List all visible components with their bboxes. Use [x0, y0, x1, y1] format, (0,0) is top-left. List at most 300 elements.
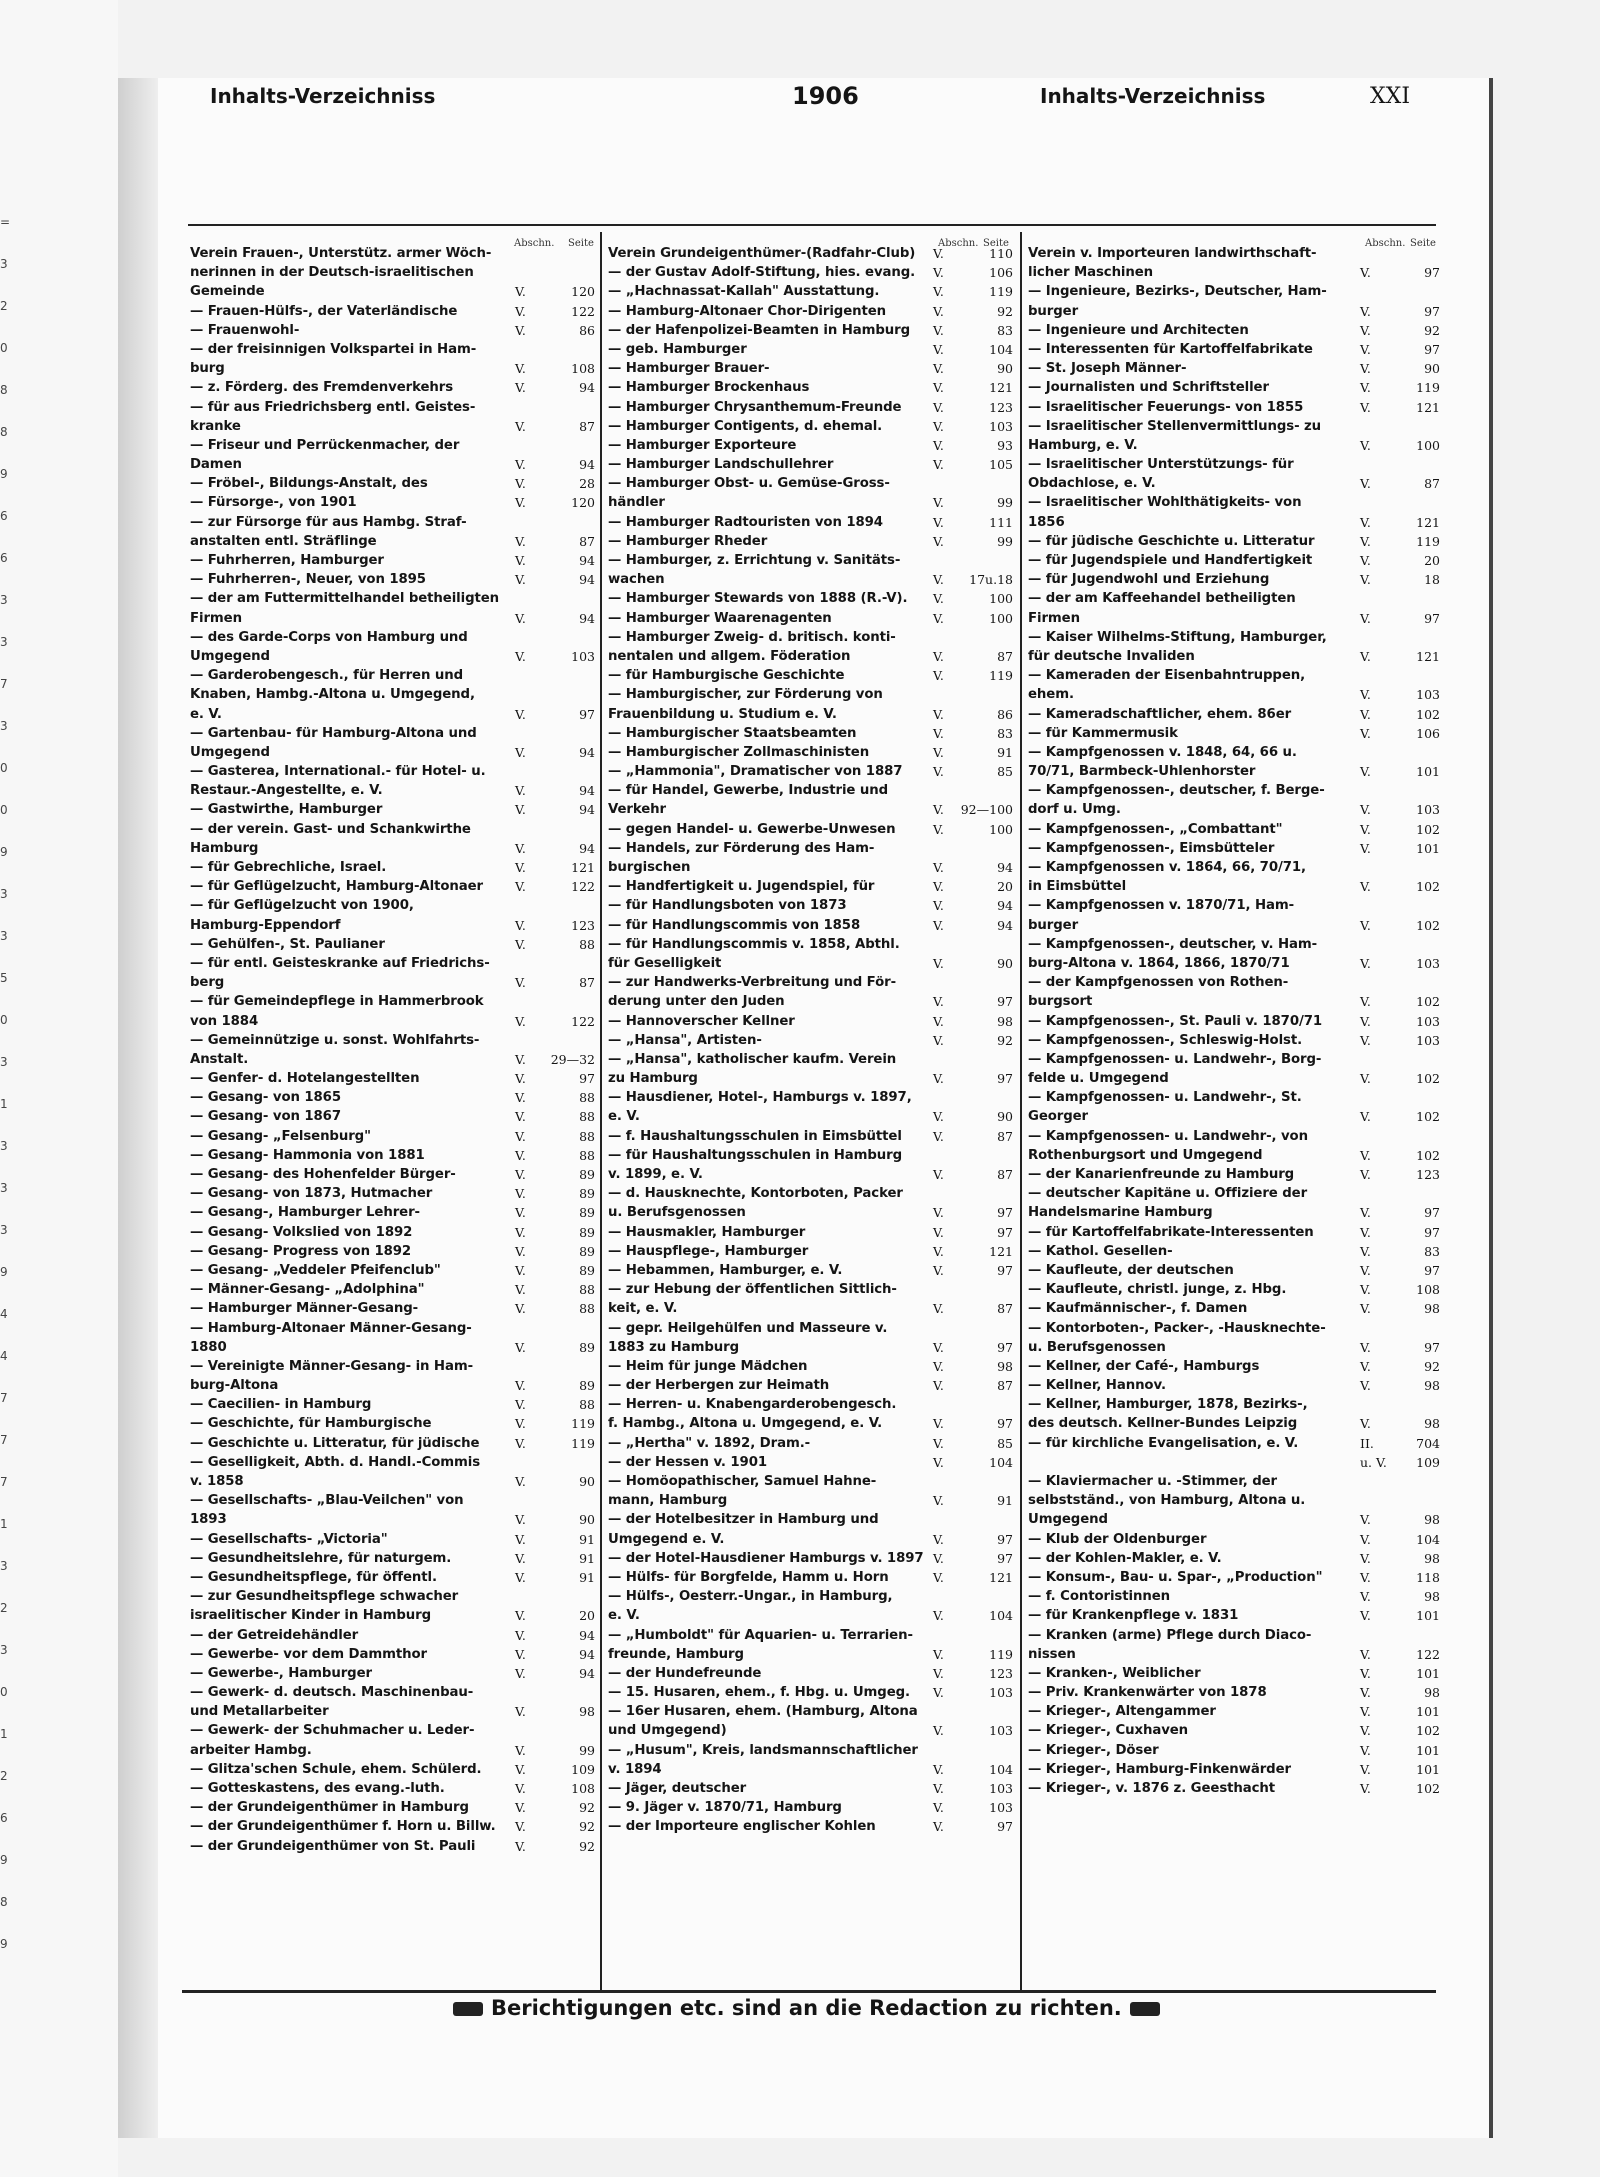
index-entry	[608, 1626, 1013, 1645]
index-entry	[608, 532, 1013, 551]
index-entry	[190, 724, 595, 743]
entry-title: und Umgegend)	[608, 1723, 727, 1739]
entry-page: 121	[1416, 399, 1440, 415]
entry-title: — für Handlungsboten von 1873	[608, 898, 847, 914]
index-entry	[190, 1434, 595, 1453]
index-entry	[1028, 705, 1440, 724]
index-entry	[190, 1357, 595, 1376]
entry-page: 102	[1416, 1109, 1440, 1125]
index-entry	[1028, 1069, 1440, 1088]
entry-title: — zur Handwerks-Verbreitung und För-	[608, 975, 897, 991]
entry-page: 103	[1416, 687, 1440, 703]
entry-section: V.	[933, 1493, 944, 1509]
index-entry	[190, 455, 595, 474]
entry-page: 97	[1424, 1262, 1440, 1278]
entry-title: Handelsmarine Hamburg	[1028, 1205, 1213, 1221]
index-entry	[1028, 474, 1440, 493]
entry-section: V.	[515, 1128, 526, 1144]
entry-page: 87	[997, 1128, 1013, 1144]
entry-title: — der freisinnigen Volkspartei in Ham-	[190, 341, 477, 357]
entry-title: — für aus Friedrichsberg entl. Geistes-	[190, 399, 476, 415]
entry-section: V.	[933, 572, 944, 588]
index-entry	[608, 1530, 1013, 1549]
entry-section: V.	[515, 1838, 526, 1854]
index-entry	[608, 800, 1013, 819]
entry-title: dorf u. Umg.	[1028, 802, 1121, 818]
entry-page: 103	[1416, 1032, 1440, 1048]
index-entry	[190, 1203, 595, 1222]
entry-title: — Krieger-, Döser	[1028, 1742, 1159, 1758]
entry-section: V.	[1360, 361, 1371, 377]
index-entry	[1028, 1012, 1440, 1031]
index-entry	[190, 1817, 595, 1836]
index-entry	[1028, 820, 1440, 839]
entry-section: V.	[515, 1646, 526, 1662]
index-entry	[1028, 1338, 1440, 1357]
entry-section: V.	[1360, 399, 1371, 415]
entry-title: — Genfer- d. Hotelangestellten	[190, 1071, 420, 1087]
entry-title: — Krieger-, Hamburg-Finkenwärder	[1028, 1761, 1291, 1777]
entry-section: V.	[515, 1167, 526, 1182]
entry-section: V.	[1360, 1282, 1371, 1298]
entry-page: 89	[579, 1339, 595, 1355]
entry-page: 97	[579, 1071, 595, 1087]
entry-title: — Klub der Oldenburger	[1028, 1531, 1207, 1547]
entry-title: — Kaufmännischer-, f. Damen	[1028, 1301, 1248, 1317]
entry-title: Georger	[1028, 1109, 1089, 1125]
index-entry	[1028, 666, 1440, 685]
entry-title: — Gesang- des Hohenfelder Bürger-	[190, 1167, 456, 1182]
entry-title: — d. Hausknechte, Kontorboten, Packer	[608, 1186, 903, 1202]
entry-section: V.	[515, 1397, 526, 1413]
margin-mark: 6	[0, 1811, 8, 1825]
entry-section: V.	[515, 1378, 526, 1394]
index-entry	[190, 820, 595, 839]
index-entry	[190, 1127, 595, 1146]
index-entry	[608, 1319, 1013, 1338]
entry-title: — für Haushaltungsschulen in Hamburg	[608, 1147, 903, 1163]
entry-section: V.	[1360, 553, 1371, 568]
entry-section: V.	[515, 1474, 526, 1489]
entry-page: 89	[579, 1243, 595, 1259]
col3-header-abschn: Abschn.	[1365, 238, 1406, 249]
index-entry	[190, 666, 595, 685]
entry-section: V.	[933, 1301, 944, 1317]
entry-page: 108	[571, 1781, 595, 1796]
entry-title: — Gesundheitspflege, für öffentl.	[190, 1569, 437, 1585]
index-entry	[608, 820, 1013, 839]
entry-title: — Gemeinnützige u. sonst. Wohlfahrts-	[190, 1032, 480, 1048]
entry-page: 88	[579, 1397, 595, 1413]
margin-mark: 3	[0, 1139, 8, 1153]
entry-title: zu Hamburg	[608, 1071, 698, 1087]
entry-title: ehem.	[1028, 687, 1074, 703]
entry-page: 88	[579, 1301, 595, 1317]
entry-page: 89	[579, 1224, 595, 1240]
index-entry	[1028, 1357, 1440, 1376]
footer-text: Berichtigungen etc. sind an die Redaction zu richten.	[491, 1996, 1122, 2020]
entry-title: nentalen und allgem. Föderation	[608, 648, 851, 664]
entry-section: V.	[933, 1205, 944, 1221]
entry-title: Firmen	[190, 610, 242, 626]
entry-title: — deutscher Kapitäne u. Offiziere der	[1028, 1186, 1308, 1202]
entry-page: 103	[989, 1800, 1013, 1816]
entry-title: — für Handlungscommis von 1858	[608, 917, 861, 933]
index-entry	[608, 1357, 1013, 1376]
index-entry	[608, 436, 1013, 455]
entry-title: — Caecilien- in Hamburg	[190, 1397, 372, 1413]
index-entry	[608, 839, 1013, 858]
entry-title: — der Importeure englischer Kohlen	[608, 1819, 876, 1835]
entry-title: — der Kampfgenossen von Rothen-	[1028, 975, 1289, 991]
margin-mark: 0	[0, 341, 8, 355]
entry-section: V.	[933, 1378, 944, 1394]
entry-page: 94	[579, 744, 595, 760]
entry-section: V.	[515, 744, 526, 760]
entry-page: 87	[997, 1301, 1013, 1317]
index-entry	[608, 628, 1013, 647]
entry-section: V.	[515, 418, 526, 434]
entry-section: V.	[933, 1071, 944, 1087]
entry-page: 94	[579, 1665, 595, 1681]
index-entry	[190, 1088, 595, 1107]
margin-mark: 4	[0, 1307, 8, 1321]
entry-section: V.	[1360, 1512, 1371, 1528]
entry-page: 101	[1416, 1704, 1440, 1720]
entry-title: u. Berufsgenossen	[608, 1205, 746, 1221]
index-entry	[608, 1203, 1013, 1222]
entry-title: Gemeinde	[190, 284, 265, 300]
entry-title: licher Maschinen	[1028, 265, 1154, 281]
entry-section: V.	[1360, 1147, 1371, 1163]
entry-title: burgischen	[608, 860, 691, 875]
entry-section: V.	[515, 1243, 526, 1259]
entry-section: V.	[1360, 1109, 1371, 1125]
entry-page: 100	[1416, 437, 1440, 453]
entry-title: keit, e. V.	[608, 1301, 678, 1317]
index-entry	[190, 1645, 595, 1664]
running-year: 1906	[792, 82, 859, 110]
entry-section: V.	[515, 648, 526, 664]
entry-section: V.	[933, 1550, 944, 1566]
entry-section: V.	[1360, 821, 1371, 837]
entry-title: 1880	[190, 1339, 227, 1355]
entry-section: V.	[1360, 1608, 1371, 1624]
entry-page: 97	[997, 1339, 1013, 1355]
entry-section: V.	[1360, 1378, 1371, 1394]
entry-section: V.	[1360, 879, 1371, 895]
index-entry	[608, 935, 1013, 954]
entry-title: — Jäger, deutscher	[608, 1781, 747, 1796]
entry-page: 97	[997, 1416, 1013, 1432]
entry-section: V.	[515, 1051, 526, 1067]
entry-section: V.	[933, 1339, 944, 1355]
entry-title: — Gastwirthe, Hamburger	[190, 802, 383, 818]
entry-page: 121	[1416, 514, 1440, 530]
entry-page: 121	[989, 1243, 1013, 1259]
entry-page: 92	[997, 1032, 1013, 1048]
entry-page: 97	[997, 1205, 1013, 1221]
entry-page: 103	[989, 1781, 1013, 1796]
entry-section: V.	[515, 1800, 526, 1816]
entry-section: V.	[515, 1761, 526, 1777]
entry-page: 18	[1424, 572, 1440, 588]
entry-title: — für Hamburgische Geschichte	[608, 668, 845, 684]
running-title-left: Inhalts-Verzeichniss	[210, 84, 436, 108]
entry-title: — „Hammonia", Dramatischer von 1887	[608, 764, 903, 780]
index-entry	[608, 1664, 1013, 1683]
entry-section: V.	[515, 284, 526, 300]
entry-title: Verein v. Importeuren landwirthschaft-	[1028, 246, 1317, 261]
entry-title: — Gehülfen-, St. Paulianer	[190, 936, 385, 952]
entry-section: V.	[933, 1685, 944, 1701]
entry-page: 92	[579, 1838, 595, 1854]
entry-page: 88	[579, 1282, 595, 1298]
entry-page: 87	[579, 975, 595, 991]
index-entry	[190, 992, 595, 1011]
entry-title: — Heim für junge Mädchen	[608, 1358, 808, 1374]
entry-section: V.	[1360, 1742, 1371, 1758]
entry-title: — Krieger-, Cuxhaven	[1028, 1723, 1189, 1739]
entry-title: v. 1858	[190, 1474, 244, 1489]
entry-title: Anstalt.	[190, 1051, 249, 1067]
margin-mark: 6	[0, 551, 8, 565]
entry-page: 101	[1416, 1742, 1440, 1758]
entry-section: V.	[515, 1704, 526, 1720]
entry-section: V.	[933, 591, 944, 607]
index-entry	[190, 1376, 595, 1395]
entry-section: V.	[1360, 322, 1371, 338]
index-entry	[190, 1107, 595, 1126]
entry-page: 89	[579, 1205, 595, 1221]
entry-page: 86	[579, 322, 595, 338]
index-entry	[190, 1549, 595, 1568]
entry-section: V.	[515, 1781, 526, 1796]
entry-title: — Hamburger Männer-Gesang-	[190, 1301, 419, 1317]
entry-title: — Hülfs-, Oesterr.-Ungar., in Hamburg,	[608, 1589, 893, 1605]
entry-section: V.	[515, 553, 526, 568]
entry-title: — für jüdische Geschichte u. Litteratur	[1028, 533, 1315, 549]
entry-page: 97	[579, 706, 595, 722]
entry-title: Umgegend	[190, 744, 270, 760]
entry-title: — Hannoverscher Kellner	[608, 1013, 795, 1029]
entry-section: V.	[515, 783, 526, 799]
entry-section: V.	[1360, 1781, 1371, 1796]
entry-page: 90	[997, 1109, 1013, 1125]
margin-mark: 3	[0, 1559, 8, 1573]
entry-page: 94	[579, 610, 595, 626]
index-entry	[608, 1376, 1013, 1395]
entry-title: — Kellner, Hamburger, 1878, Bezirks-,	[1028, 1397, 1308, 1413]
entry-section: V.	[933, 1781, 944, 1796]
index-entry	[608, 1702, 1013, 1721]
entry-title: — gegen Handel- u. Gewerbe-Unwesen	[608, 821, 896, 837]
entry-title: anstalten entl. Sträflinge	[190, 533, 377, 549]
entry-page: 92—100	[960, 802, 1013, 818]
entry-title: — Gartenbau- für Hamburg-Altona und	[190, 725, 477, 741]
entry-section: V.	[1360, 1723, 1371, 1739]
entry-page: 97	[1424, 1205, 1440, 1221]
entry-page: 704	[1416, 1435, 1440, 1451]
index-entry	[190, 1012, 595, 1031]
entry-title: — Hamburger Stewards von 1888 (R.-V).	[608, 591, 908, 607]
index-entry	[1028, 724, 1440, 743]
index-entry	[608, 1587, 1013, 1606]
entry-page: 104	[989, 1454, 1013, 1470]
entry-title: Hamburg, e. V.	[1028, 437, 1138, 453]
entry-section: V.	[933, 495, 944, 511]
index-entry	[608, 340, 1013, 359]
entry-section: V.	[933, 610, 944, 626]
entry-page: 28	[579, 476, 595, 492]
margin-mark: 1	[0, 1097, 8, 1111]
index-entry	[1028, 1472, 1440, 1491]
entry-section: V.	[933, 418, 944, 434]
entry-title: — „Hansa", Artisten-	[608, 1032, 762, 1048]
index-entry	[1028, 877, 1440, 896]
entry-page: 87	[1424, 476, 1440, 492]
entry-title: — Israelitischer Unterstützungs- für	[1028, 457, 1294, 473]
entry-section: u. V.	[1360, 1454, 1387, 1470]
entry-page: 98	[1424, 1550, 1440, 1566]
entry-page: 123	[1416, 1167, 1440, 1182]
index-entry	[608, 1280, 1013, 1299]
index-entry	[190, 282, 595, 301]
entry-title: — Gesang- Hammonia von 1881	[190, 1147, 425, 1163]
entry-title: — Kampfgenossen-, St. Pauli v. 1870/71	[1028, 1013, 1323, 1029]
entry-page: 94	[579, 1646, 595, 1662]
entry-section: V.	[933, 361, 944, 377]
entry-page: 103	[1416, 955, 1440, 971]
entry-section: V.	[515, 361, 526, 377]
index-entry	[190, 1031, 595, 1050]
entry-section: V.	[1360, 1358, 1371, 1374]
entry-section: V.	[515, 1186, 526, 1202]
col3-header-seite: Seite	[1410, 238, 1436, 249]
entry-title: — Krieger-, v. 1876 z. Geesthacht	[1028, 1781, 1276, 1796]
entry-section: V.	[1360, 1531, 1371, 1547]
entry-page: 102	[1416, 879, 1440, 895]
entry-title: — der verein. Gast- und Schankwirthe	[190, 821, 471, 837]
entry-section: V.	[1360, 1569, 1371, 1585]
entry-section: V.	[933, 1723, 944, 1739]
entry-page: 92	[579, 1819, 595, 1835]
index-entry	[190, 378, 595, 397]
index-entry	[190, 513, 595, 532]
entry-section: V.	[933, 764, 944, 780]
index-entry	[190, 1721, 595, 1740]
index-entry	[190, 954, 595, 973]
entry-title: — der am Futtermittelhandel betheiligten	[190, 591, 500, 607]
entry-title: — Ingenieure und Architecten	[1028, 322, 1249, 338]
entry-page: 94	[579, 1627, 595, 1643]
index-entry	[1028, 1626, 1440, 1645]
entry-title: arbeiter Hambg.	[190, 1742, 312, 1758]
entry-section: V.	[1360, 955, 1371, 971]
entry-section: V.	[515, 1224, 526, 1240]
entry-title: berg	[190, 975, 225, 991]
index-entry	[190, 1606, 595, 1625]
index-entry	[1028, 1587, 1440, 1606]
entry-title: Verkehr	[608, 802, 666, 818]
entry-section: V.	[933, 879, 944, 895]
entry-page: 102	[1416, 821, 1440, 837]
entry-title: — Kampfgenossen-, „Combattant"	[1028, 821, 1283, 837]
entry-section: V.	[515, 860, 526, 875]
entry-section: V.	[933, 284, 944, 300]
entry-title: für deutsche Invaliden	[1028, 648, 1195, 664]
entry-section: V.	[933, 744, 944, 760]
entry-section: V.	[515, 917, 526, 933]
entry-section: V.	[515, 322, 526, 338]
entry-title: — Kampfgenossen v. 1864, 66, 70/71,	[1028, 860, 1306, 875]
entry-page: 94	[579, 553, 595, 568]
entry-title: — Gewerk- der Schuhmacher u. Leder-	[190, 1723, 475, 1739]
column-separator	[1020, 232, 1022, 1990]
index-entry	[608, 1798, 1013, 1817]
entry-section: V.	[933, 533, 944, 549]
entry-title: — Gasterea, International.- für Hotel- u.	[190, 764, 486, 780]
index-entry	[1028, 1242, 1440, 1261]
index-entry	[608, 1165, 1013, 1184]
entry-title: — Interessenten für Kartoffelfabrikate	[1028, 341, 1313, 357]
index-entry	[190, 1242, 595, 1261]
index-entry	[608, 685, 1013, 704]
entry-section: V.	[933, 303, 944, 319]
entry-title: — 9. Jäger v. 1870/71, Hamburg	[608, 1800, 842, 1816]
index-entry	[190, 877, 595, 896]
margin-mark: 6	[0, 509, 8, 523]
entry-title: — Kaufleute, der deutschen	[1028, 1262, 1234, 1278]
entry-section: V.	[933, 1819, 944, 1835]
index-entry	[1028, 1223, 1440, 1242]
entry-page: 87	[997, 1378, 1013, 1394]
index-entry	[608, 493, 1013, 512]
index-entry	[1028, 1453, 1440, 1472]
entry-title: — gepr. Heilgehülfen und Masseure v.	[608, 1320, 888, 1336]
index-entry	[190, 1050, 595, 1069]
entry-page: 92	[1424, 322, 1440, 338]
entry-section: V.	[1360, 687, 1371, 703]
entry-title: — Geschichte u. Litteratur, für jüdische	[190, 1435, 480, 1451]
index-entry	[608, 609, 1013, 628]
index-entry	[190, 244, 595, 263]
index-entry	[1028, 1760, 1440, 1779]
entry-title: nerinnen in der Deutsch-israelitischen	[190, 265, 474, 281]
entry-page: 102	[1416, 917, 1440, 933]
index-entry	[608, 513, 1013, 532]
entry-section: V.	[1360, 303, 1371, 319]
index-entry	[190, 1587, 595, 1606]
index-entry	[190, 1568, 595, 1587]
entry-page: 88	[579, 1128, 595, 1144]
entry-title: Firmen	[1028, 610, 1080, 626]
entry-title: — Glitza'schen Schule, ehem. Schülerd.	[190, 1761, 482, 1777]
margin-mark: 9	[0, 1937, 8, 1951]
entry-title: Damen	[190, 457, 242, 473]
entry-page: 104	[1416, 1531, 1440, 1547]
index-entry	[1028, 858, 1440, 877]
entry-page: 108	[1416, 1282, 1440, 1298]
entry-page: 98	[997, 1358, 1013, 1374]
index-entry	[1028, 1530, 1440, 1549]
entry-title: — „Humboldt" für Aquarien- u. Terrarien-	[608, 1627, 913, 1643]
entry-title: — für Handel, Gewerbe, Industrie und	[608, 783, 888, 799]
entry-title: — Hamburgischer, zur Förderung von	[608, 687, 883, 703]
entry-section: V.	[1360, 1416, 1371, 1432]
entry-title: — geb. Hamburger	[608, 341, 747, 357]
index-entry	[1028, 1510, 1440, 1529]
